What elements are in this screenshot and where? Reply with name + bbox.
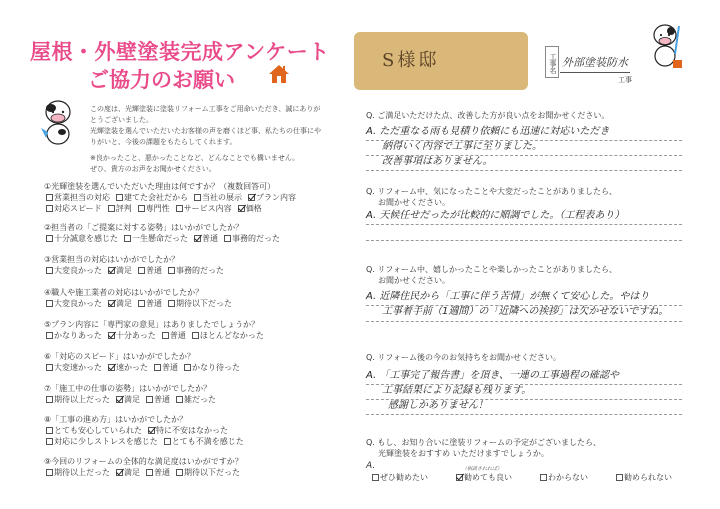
checkbox-icon[interactable] xyxy=(164,438,171,445)
checkbox-icon[interactable] xyxy=(138,205,145,212)
intro-line: 光輝塗装を選んでいただいたお客様の声を磨くほど事、私たちの仕事にや xyxy=(90,127,321,135)
question-text: ①光輝塗装を選んでいただいた理由は何ですか？（複数回答可） xyxy=(44,182,276,191)
option[interactable]: 速かった xyxy=(108,362,148,373)
answer-line-rule xyxy=(366,321,682,322)
option-recommend-strongly[interactable]: ぜひ勧めたい xyxy=(372,472,428,483)
option-builder[interactable]: 建てた会社だから xyxy=(116,192,188,203)
question-2 xyxy=(44,222,354,244)
option[interactable]: 普通 xyxy=(138,298,162,309)
option[interactable]: 満足 xyxy=(116,467,140,478)
checkbox-checked-icon[interactable] xyxy=(194,235,201,242)
koji-suffix: 工事 xyxy=(618,76,632,84)
checkbox-checked-icon[interactable] xyxy=(108,267,115,274)
checkbox-icon[interactable] xyxy=(176,205,183,212)
option-row xyxy=(44,425,354,436)
option[interactable]: かなり待った xyxy=(184,362,240,373)
option[interactable]: 満足 xyxy=(108,298,132,309)
option[interactable]: 事務的だった xyxy=(224,233,280,244)
option[interactable]: かなりあった xyxy=(46,330,102,341)
checkbox-icon[interactable] xyxy=(46,364,53,371)
checkbox-icon[interactable] xyxy=(124,235,131,242)
survey-title: 屋根・外壁塗装完成アンケート xyxy=(30,40,330,64)
checkbox-icon[interactable] xyxy=(46,300,53,307)
question-text: Q. リフォーム後の今のお気持ちをお聞かせください。 xyxy=(366,353,561,362)
answer-1[interactable] xyxy=(366,124,609,169)
option[interactable]: 期待以上だった xyxy=(46,394,110,405)
option[interactable]: 普通 xyxy=(146,394,170,405)
option[interactable]: とても不満を感じた xyxy=(164,436,244,447)
survey-subtitle: ご協力のお願い xyxy=(88,68,235,92)
question-text: ⑦「施工中の仕事の姿勢」はいかがでしたか？ xyxy=(44,384,212,393)
question-text: Q. ご満足いただけた点、改善した方が良い点をお聞かせください。 xyxy=(366,111,610,120)
checkbox-icon[interactable] xyxy=(46,267,53,274)
answer-line: A. 天候任せだったが比較的に順調でした。（工程表あり） xyxy=(366,210,625,221)
option[interactable]: 普通 xyxy=(162,330,186,341)
answer-line: A. ただ重なる雨も見積り依頼にも迅速に対応いただき xyxy=(366,126,610,137)
option[interactable]: 満足 xyxy=(108,265,132,276)
question-text: ⑨今回のリフォームの全体的な満足度はいかがですか？ xyxy=(44,457,243,466)
intro-line: この度は、光輝塗装に塗装リフォーム工事をご用命いただき、誠にありが xyxy=(90,105,321,113)
answer-5-note: （相談されれば） xyxy=(462,466,503,472)
option-service[interactable]: サービス内容 xyxy=(176,203,232,214)
checkbox-icon[interactable] xyxy=(162,332,169,339)
open-question-5 xyxy=(366,437,601,459)
option-row xyxy=(44,394,354,405)
option-row xyxy=(44,436,354,447)
option[interactable]: 期待以上だった xyxy=(46,467,110,478)
option[interactable]: 期待以下だった xyxy=(176,467,240,478)
checkbox-icon[interactable] xyxy=(184,364,191,371)
koji-label: 工事名 xyxy=(545,46,559,78)
question-text: ⑤プラン内容に「専門家の意見」はありましたでしょうか？ xyxy=(44,320,260,329)
checkbox-checked-icon[interactable] xyxy=(108,332,115,339)
answer-line-rule xyxy=(366,384,682,385)
checkbox-icon[interactable] xyxy=(138,300,145,307)
question-7 xyxy=(44,383,354,405)
question-5 xyxy=(44,319,354,341)
house-icon xyxy=(268,63,290,85)
checkbox-icon[interactable] xyxy=(168,300,175,307)
option[interactable]: 満足 xyxy=(116,394,140,405)
question-3 xyxy=(44,254,354,276)
option[interactable]: 事務的だった xyxy=(168,265,224,276)
answer-line: 改善事項はありません。 xyxy=(382,156,493,167)
question-text: ⑧「工事の進め方」はいかがでしたか？ xyxy=(44,415,188,424)
option[interactable]: 十分あった xyxy=(108,330,156,341)
question-6 xyxy=(44,351,354,373)
option-row xyxy=(44,265,354,276)
answer-line: 工事結果により記録も残ります。 xyxy=(382,385,532,396)
open-question-1 xyxy=(366,110,609,121)
checkbox-checked-icon[interactable] xyxy=(148,427,155,434)
question-text: Q. もし、お知り合いに塗装リフォームの予定がございましたら、 xyxy=(366,438,601,447)
option-reputation[interactable]: 評判 xyxy=(108,203,132,214)
koji-underline xyxy=(560,72,630,73)
koji-value: 外部塗装防水 xyxy=(562,56,628,69)
intro-line xyxy=(90,148,345,152)
option[interactable]: 雑だった xyxy=(176,394,216,405)
answer-line: 工事着手前（1週間）の「近隣への挨拶」は欠かせないですね。 xyxy=(382,306,669,317)
open-question-2 xyxy=(366,186,617,208)
option-sales[interactable]: 営業担当の対応 xyxy=(46,192,110,203)
checkbox-icon[interactable] xyxy=(540,474,547,481)
checkbox-checked-icon[interactable] xyxy=(248,194,255,201)
checkbox-icon[interactable] xyxy=(192,332,199,339)
question-text: お聞かせください。 xyxy=(378,276,450,285)
cow-mascot-icon xyxy=(38,98,78,146)
checkbox-icon[interactable] xyxy=(108,205,115,212)
option[interactable]: 大変良かった xyxy=(46,298,102,309)
checkbox-icon[interactable] xyxy=(46,235,53,242)
checkbox-icon[interactable] xyxy=(46,205,53,212)
checkbox-icon[interactable] xyxy=(46,427,53,434)
intro-line: ※良かったこと、悪かったことなど、どんなことでも構いません。 xyxy=(90,154,300,162)
question-1 xyxy=(44,181,354,214)
question-text: ⑥「対応のスピード」はいかがでしたか？ xyxy=(44,352,195,361)
option[interactable]: 大変速かった xyxy=(46,362,102,373)
option[interactable]: 普通 xyxy=(194,233,218,244)
option[interactable]: 対応に少しストレスを感じた xyxy=(46,436,158,447)
option-plan[interactable]: プラン内容 xyxy=(248,192,296,203)
checkbox-icon[interactable] xyxy=(46,469,53,476)
checkbox-icon[interactable] xyxy=(46,438,53,445)
intro-line: とうございました。 xyxy=(90,116,153,124)
open-question-4 xyxy=(366,352,561,363)
checkbox-icon[interactable] xyxy=(616,474,623,481)
option-row xyxy=(44,298,354,309)
option-expertise[interactable]: 専門性 xyxy=(138,203,170,214)
answer-line: 感謝しかありません！ xyxy=(388,400,488,411)
option[interactable]: 一生懸命だった xyxy=(124,233,188,244)
checkbox-checked-icon[interactable] xyxy=(108,300,115,307)
option-cannot-recommend[interactable]: 勧められない xyxy=(616,472,672,483)
option[interactable]: ほとんどなかった xyxy=(192,330,264,341)
option-row xyxy=(44,330,354,341)
answer-line: A. 近隣住民から「工事に伴う苦情」が無くて安心した。やはり xyxy=(366,291,650,302)
checkbox-icon[interactable] xyxy=(224,235,231,242)
option-price[interactable]: 価格 xyxy=(238,203,262,214)
answer-4[interactable] xyxy=(366,368,619,413)
answer-line: A. 「工事完了報告書」を頂き、一連の工事過程の確認や xyxy=(366,370,619,381)
answer-5-prefix: A. xyxy=(366,461,376,471)
option[interactable]: 特に不安はなかった xyxy=(148,425,228,436)
intro-line: りがいと、今後の課題をもたらしてくれます。 xyxy=(90,138,237,146)
question-text: 光輝塗装をおすすめ いただけますでしょうか。 xyxy=(378,449,549,458)
checkbox-checked-icon[interactable] xyxy=(238,205,245,212)
option-speed[interactable]: 対応スピード xyxy=(46,203,102,214)
option[interactable]: 普通 xyxy=(138,265,162,276)
checkbox-icon[interactable] xyxy=(176,469,183,476)
intro-line: ぜひ、貴方のお声をお聞かせください。 xyxy=(90,165,216,173)
option[interactable]: 大変良かった xyxy=(46,265,102,276)
checkbox-checked-icon[interactable] xyxy=(116,396,123,403)
checkbox-icon[interactable] xyxy=(146,396,153,403)
checkbox-icon[interactable] xyxy=(46,332,53,339)
customer-name-box xyxy=(354,32,528,90)
answer-line-rule xyxy=(366,140,682,141)
checkbox-checked-icon[interactable] xyxy=(116,469,123,476)
recommend-options xyxy=(372,472,678,483)
option-row xyxy=(44,467,354,478)
answer-line-rule xyxy=(366,240,682,241)
option[interactable]: とても安心していられた xyxy=(46,425,142,436)
option-showroom[interactable]: 当社の展示 xyxy=(194,192,242,203)
checkbox-icon[interactable] xyxy=(168,267,175,274)
checkbox-icon[interactable] xyxy=(154,364,161,371)
answer-line: 納得いく内容で工事に至りました。 xyxy=(382,141,542,152)
answer-3[interactable] xyxy=(366,289,668,319)
question-text: お聞かせください。 xyxy=(378,198,450,207)
question-9 xyxy=(44,456,354,478)
checkbox-icon[interactable] xyxy=(194,194,201,201)
checkbox-icon[interactable] xyxy=(146,469,153,476)
checkbox-icon[interactable] xyxy=(116,194,123,201)
intro-text xyxy=(90,104,345,175)
answer-2[interactable] xyxy=(366,208,624,223)
checkbox-icon[interactable] xyxy=(372,474,379,481)
question-text: ④職人や施工業者の対応はいかがでしたか？ xyxy=(44,288,204,297)
option-row xyxy=(44,203,354,214)
question-text: ③営業担当の対応はいかがでしたか？ xyxy=(44,255,180,264)
option-row xyxy=(44,192,354,203)
checkbox-checked-icon[interactable] xyxy=(456,474,463,481)
checkbox-checked-icon[interactable] xyxy=(108,364,115,371)
cow-painter-icon xyxy=(645,22,685,70)
answer-line-rule xyxy=(366,414,682,415)
option[interactable]: 普通 xyxy=(146,467,170,478)
answer-line-rule xyxy=(366,155,682,156)
checkbox-icon[interactable] xyxy=(176,396,183,403)
question-text: Q. リフォーム中、気になったことや大変だったことがありましたら、 xyxy=(366,187,617,196)
answer-line-rule xyxy=(366,305,682,306)
checkbox-icon[interactable] xyxy=(46,396,53,403)
question-text: ②担当者の「ご提案に対する姿勢」はいかがでしたか？ xyxy=(44,223,244,232)
checkbox-icon[interactable] xyxy=(46,194,53,201)
answer-line-rule xyxy=(366,170,682,171)
option-row xyxy=(44,233,354,244)
open-question-3 xyxy=(366,264,617,286)
checkbox-icon[interactable] xyxy=(138,267,145,274)
answer-line-rule xyxy=(366,399,682,400)
customer-name: S様邸 xyxy=(382,50,440,71)
option[interactable]: 十分誠意を感じた xyxy=(46,233,118,244)
option-row xyxy=(44,362,354,373)
option-dont-know[interactable]: わからない xyxy=(540,472,588,483)
answer-line-rule xyxy=(366,224,682,225)
option-recommend-ok[interactable]: 勧めても良い xyxy=(456,472,512,483)
question-4 xyxy=(44,287,354,309)
option[interactable]: 期待以下だった xyxy=(168,298,232,309)
question-text: Q. リフォーム中、嬉しかったことや楽しかったことがありましたら、 xyxy=(366,265,617,274)
option[interactable]: 普通 xyxy=(154,362,178,373)
question-8 xyxy=(44,414,354,447)
